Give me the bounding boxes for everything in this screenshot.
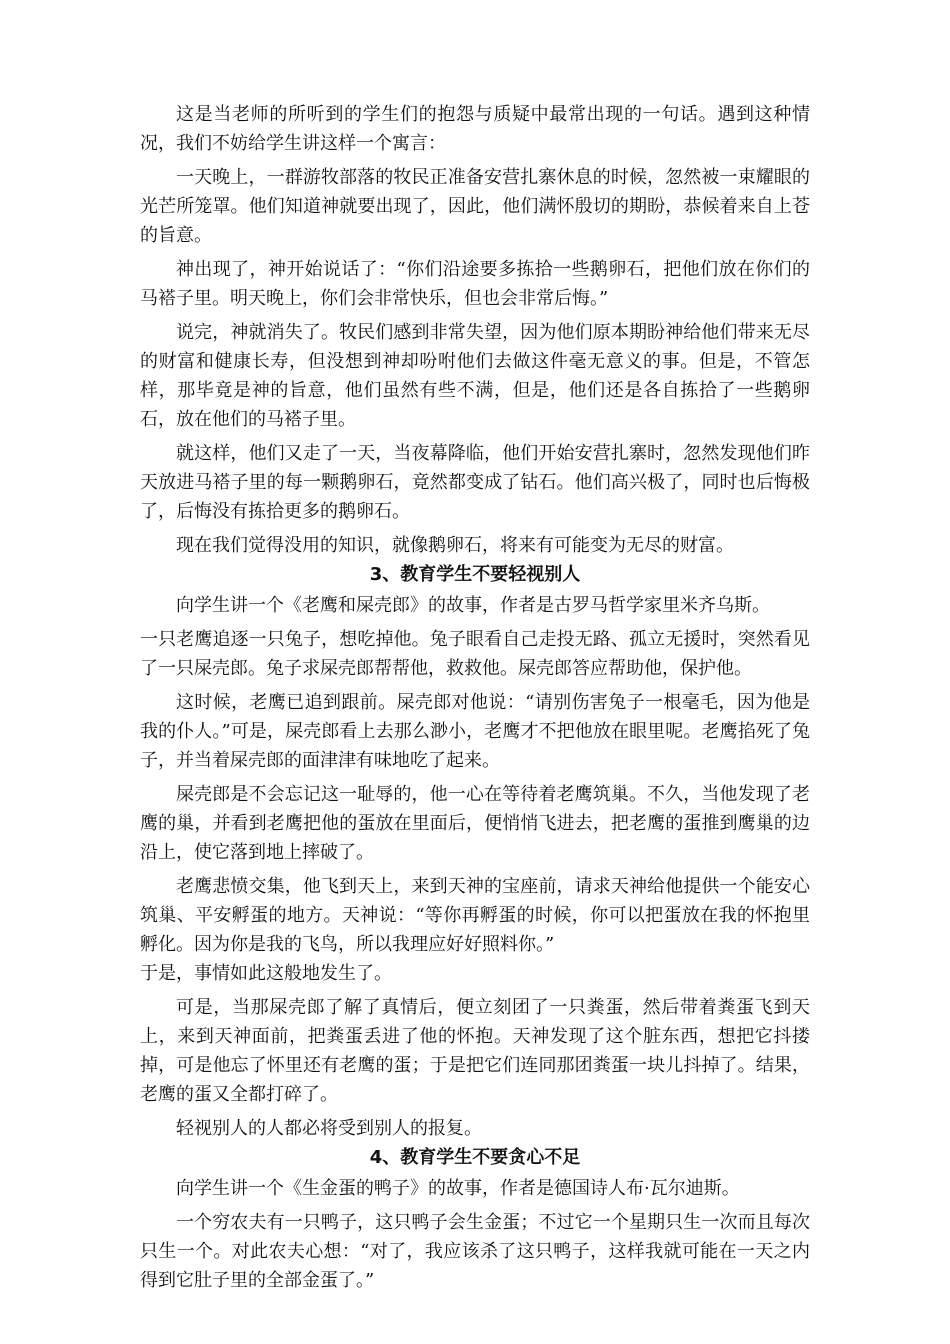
paragraph: 一只老鹰追逐一只兔子，想吃掉他。兔子眼看自己走投无路、孤立无援时，突然看见了一只屎壳郎。兔子求屎壳郎帮帮他，救救他。屎壳郎答应帮助他，保护他。: [140, 629, 810, 679]
paragraph: 向学生讲一个《老鹰和屎壳郎》的故事，作者是古罗马哲学家里米齐乌斯。: [176, 595, 770, 616]
paragraph: 一天晚上，一群游牧部落的牧民正准备安营扎寨休息的时候，忽然被一束耀眼的光芒所笼罩。他们知道神就要出现了，因此，他们满怀殷切的期盼，恭候着来自上苍的旨意。: [140, 167, 810, 246]
paragraph: 这是当老师的所听到的学生们的抱怨与质疑中最常出现的一句话。遇到这种情况，我们不妨给学生讲这样一个寓言：: [140, 104, 810, 154]
paragraph: 神出现了，神开始说话了：“你们沿途要多拣拾一些鹅卵石，把他们放在你们的马褡子里。明天晚上，你们会非常快乐，但也会非常后悔。”: [140, 259, 810, 309]
paragraph: 可是，当那屎壳郎了解了真情后，便立刻团了一只粪蛋，然后带着粪蛋飞到天上，来到天神面前，把粪蛋丢进了他的怀抱。天神发现了这个脏东西，想把它抖搂掉，可是他忘了怀里还有老鹰的蛋；于是把它们连同那团粪蛋一块儿抖掉了。结果，老鹰的蛋又全都打碎了。: [140, 997, 810, 1105]
paragraph: 就这样，他们又走了一天，当夜幕降临，他们开始安营扎寨时，忽然发现他们昨天放进马褡子里的每一颗鹅卵石，竟然都变成了钻石。他们高兴极了，同时也后悔极了，后悔没有拣拾更多的鹅卵石。: [140, 443, 810, 522]
document-body: [140, 100, 810, 1300]
paragraph: 一个穷农夫有一只鸭子，这只鸭子会生金蛋；不过它一个星期只生一次而且每次只生一个。对此农夫心想：“对了，我应该杀了这只鸭子，这样我就可能在一天之内得到它肚子里的全部金蛋了。”: [140, 1212, 810, 1291]
paragraph: 于是，事情如此这般地发生了。: [140, 963, 392, 984]
section-heading-4: 4、教育学生不要贪心不足: [369, 1147, 581, 1168]
section-heading-3: 3、教育学生不要轻视别人: [369, 564, 581, 585]
paragraph: 现在我们觉得没用的知识，就像鹅卵石，将来有可能变为无尽的财富。: [176, 535, 734, 556]
paragraph: 老鹰悲愤交集，他飞到天上，来到天神的宝座前，请求天神给他提供一个能安心筑巢、平安孵蛋的地方。天神说：“等你再孵蛋的时候，你可以把蛋放在我的怀抱里孵化。因为你是我的飞鸟，所以我理应好好照料你。”: [140, 876, 810, 955]
paragraph: 这时候，老鹰已追到跟前。屎壳郎对他说：“请别伤害兔子一根毫毛，因为他是我的仆人。”可是，屎壳郎看上去那么渺小，老鹰才不把他放在眼里呢。老鹰掐死了兔子，并当着屎壳郎的面津津有味地吃了起来。: [140, 692, 810, 771]
paragraph: 轻视别人的人都必将受到别人的报复。: [176, 1118, 482, 1139]
paragraph: 向学生讲一个《生金蛋的鸭子》的故事，作者是德国诗人布·瓦尔迪斯。: [176, 1178, 740, 1199]
paragraph: 屎壳郎是不会忘记这一耻辱的，他一心在等待着老鹰筑巢。不久，当他发现了老鹰的巢，并看到老鹰把他的蛋放在里面后，便悄悄飞进去，把老鹰的蛋推到鹰巢的边沿上，使它落到地上摔破了。: [140, 784, 810, 863]
paragraph: 说完，神就消失了。牧民们感到非常失望，因为他们原本期盼神给他们带来无尽的财富和健康长寿，但没想到神却吩咐他们去做这件毫无意义的事。但是，不管怎样，那毕竟是神的旨意，他们虽然有些不满，但是，他们还是各自拣拾了一些鹅卵石，放在他们的马褡子里。: [140, 322, 810, 430]
